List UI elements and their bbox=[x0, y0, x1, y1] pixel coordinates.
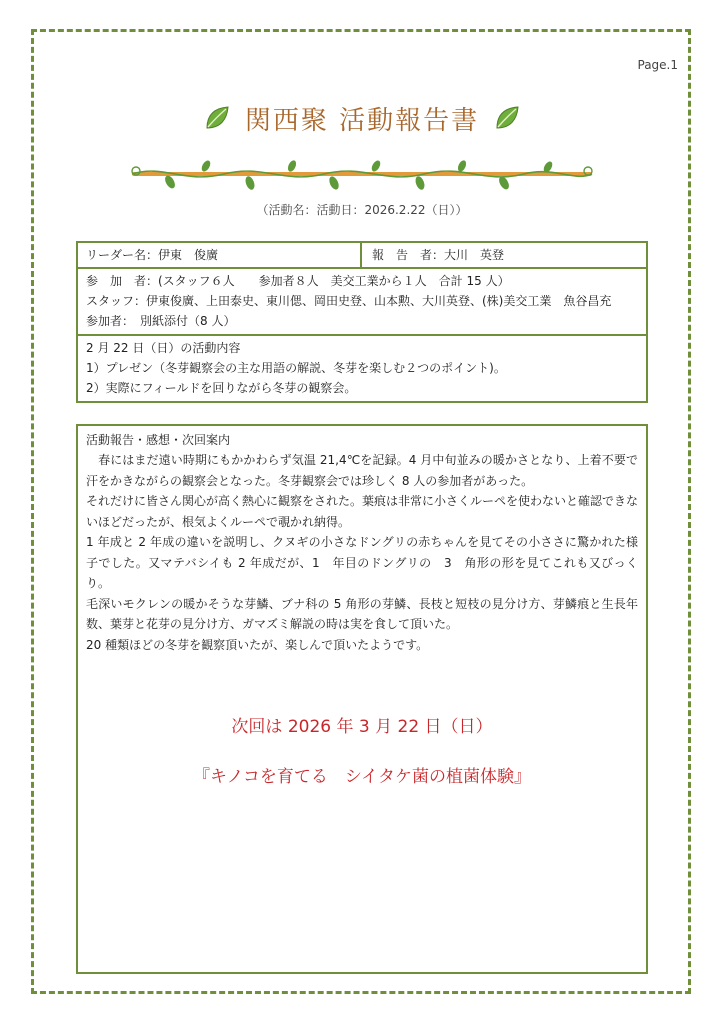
leaf-icon bbox=[493, 104, 521, 132]
participants-summary: 参 加 者：(スタッフ６人 参加者８人 美交工業から１人 合計 15 人） bbox=[86, 274, 510, 288]
report-box bbox=[76, 424, 648, 974]
vine-ornament bbox=[124, 158, 600, 194]
report-paragraph: 1 年成と 2 年成の違いを説明し、クヌギの小さなドングリの赤ちゃんを見てその小ささに驚かれた様子でした。又マテバシイも 2 年成だが、1 年目のドングリの 3 角形の形を見てこれも又びっくり。 bbox=[86, 535, 638, 590]
next-meeting-date: 次回は 2026 年 3 月 22 日（日） bbox=[231, 717, 493, 737]
report-heading: 活動報告・感想・次回案内 bbox=[86, 433, 231, 447]
info-table bbox=[76, 241, 648, 403]
report-paragraph: 20 種類ほどの冬芽を観察頂いたが、楽しんで頂いたようです。 bbox=[86, 637, 429, 652]
leader-row bbox=[78, 243, 646, 269]
staff-list: スタッフ：伊東俊廣、上田泰史、東川偲、岡田史登、山本勲、大川英登、(株)美交工業 魚谷昌充 bbox=[86, 294, 612, 308]
report-paragraph: それだけに皆さん関心が高く熱心に観察をされた。葉痕は非常に小さくルーペを使わないと確認できないほどだったが、根気よくルーペで覗かれ納得。 bbox=[86, 494, 639, 529]
leader-name: リーダー名：伊東 俊廣 bbox=[78, 243, 362, 267]
participants-block bbox=[78, 269, 646, 336]
next-event-title: 『キノコを育てる シイタケ菌の植菌体験』 bbox=[193, 767, 531, 787]
activity-title: 2 月 22 日（日）の活動内容 bbox=[86, 341, 241, 355]
title-row bbox=[0, 96, 724, 140]
report-paragraph: 春にはまだ遠い時期にもかかわらず気温 21,4℃を記録。4 月中旬並みの暖かさとなり、上着不要で汗をかきながらの観察会となった。冬芽観察会では珍しく 8 人の参加者があった。 bbox=[86, 453, 638, 488]
report-paragraph: 毛深いモクレンの暖かそうな芽鱗、ブナ科の 5 角形の芽鱗、長枝と短枝の見分け方、芽鱗痕と生長年数、葉芽と花芽の見分け方、ガマズミ解説の時は実を食して頂いた。 bbox=[86, 596, 638, 631]
leaf-icon bbox=[203, 104, 231, 132]
activity-item: 2）実際にフィールドを回りながら冬芽の観察会。 bbox=[86, 381, 357, 395]
activity-subtitle: （活動名：活動日：2026.2.22（日）） bbox=[256, 203, 468, 217]
document-title: 関西聚 活動報告書 bbox=[244, 105, 480, 136]
page-number: Page.1 bbox=[637, 58, 678, 72]
reporter-name: 報 告 者：大川 英登 bbox=[372, 248, 505, 262]
activity-block bbox=[78, 336, 646, 401]
attendees: 参加者： 別紙添付（8 人） bbox=[86, 314, 236, 328]
activity-item: 1）プレゼン（冬芽観察会の主な用語の解説、冬芽を楽しむ２つのポイント)。 bbox=[86, 361, 506, 375]
